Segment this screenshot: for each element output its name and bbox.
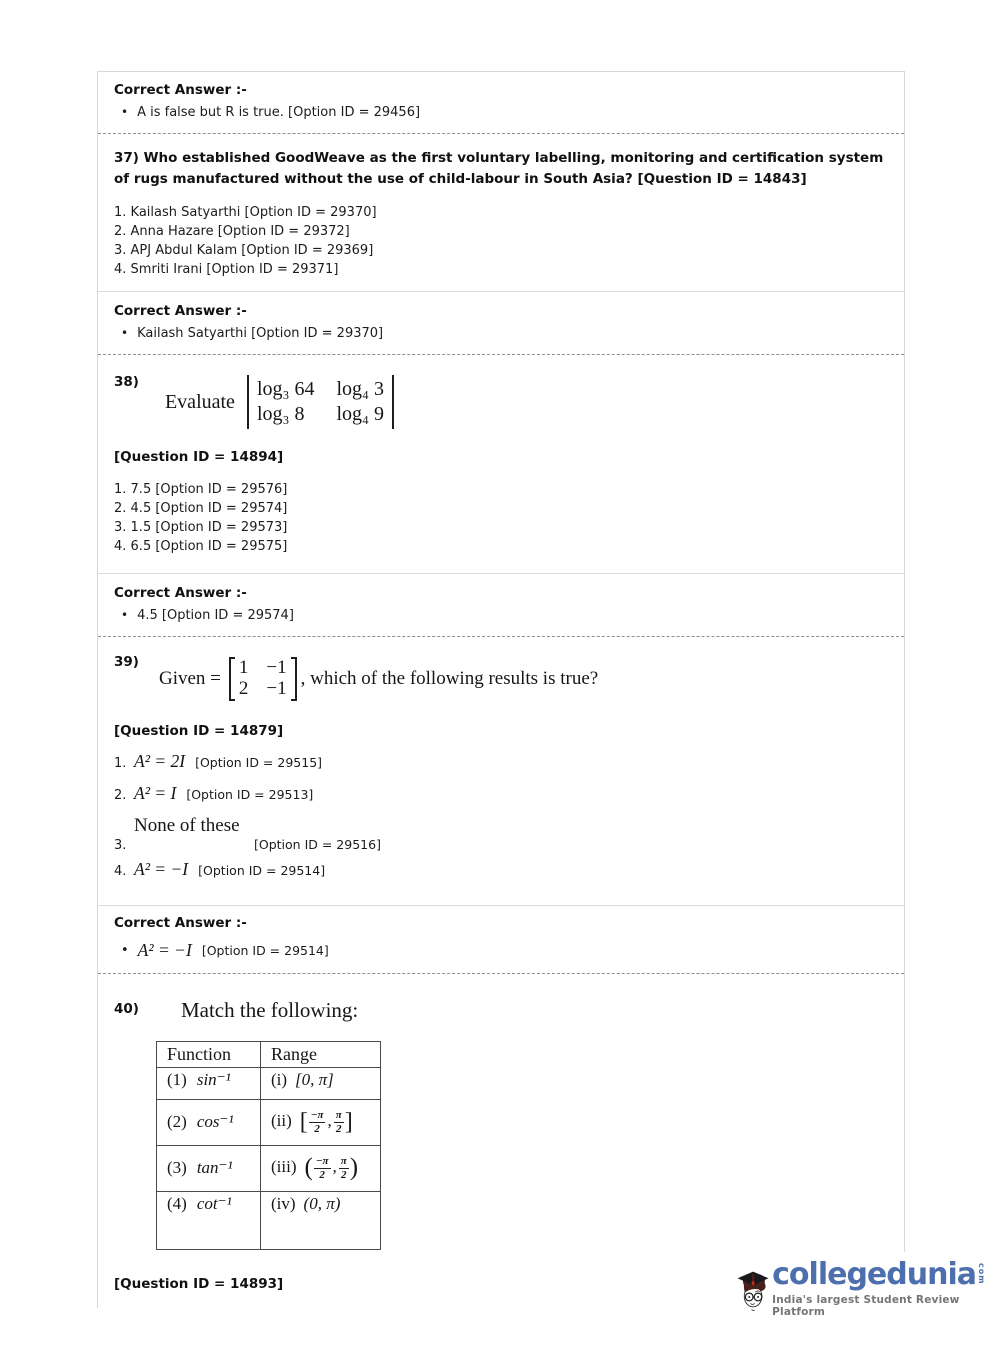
brand-name: collegedunia bbox=[772, 1257, 976, 1292]
question-number: 39) bbox=[114, 654, 139, 670]
function-label: (4) bbox=[167, 1193, 187, 1213]
option-id: [Option ID = 29513] bbox=[186, 786, 314, 802]
matrix-cell: −1 bbox=[266, 677, 287, 699]
function-label: (3) bbox=[167, 1158, 187, 1178]
answer-39-block bbox=[98, 906, 904, 973]
question-39 bbox=[98, 637, 904, 905]
table-row bbox=[157, 1099, 381, 1145]
question-id: [Question ID = 14894] bbox=[114, 449, 284, 465]
right-bracket bbox=[291, 657, 297, 701]
fraction-numerator: π bbox=[340, 1155, 347, 1168]
option-item: 4. 6.5 [Option ID = 29575] bbox=[114, 539, 288, 554]
answer-text: Kailash Satyarthi [Option ID = 29370] bbox=[137, 326, 384, 341]
fraction-denominator: 2 bbox=[319, 1168, 325, 1181]
question-id: [Question ID = 14893] bbox=[114, 1275, 284, 1292]
column-header: Function bbox=[157, 1041, 261, 1067]
answer-37-block bbox=[98, 292, 904, 354]
collegedunia-logo bbox=[736, 1252, 986, 1338]
answer-38-block bbox=[98, 574, 904, 636]
option-item bbox=[114, 751, 888, 783]
collegedunia-mascot bbox=[736, 1252, 770, 1332]
answer-option-id: [Option ID = 29514] bbox=[201, 943, 329, 959]
option-item: 2. 4.5 [Option ID = 29574] bbox=[114, 501, 288, 516]
fraction-numerator: π bbox=[335, 1109, 342, 1122]
answer-item bbox=[114, 937, 888, 965]
matrix-cell: 1 bbox=[238, 657, 249, 678]
fraction-denominator: 2 bbox=[335, 1122, 342, 1135]
option-math: A² = 2I bbox=[134, 750, 186, 771]
option-id: [Option ID = 29514] bbox=[198, 862, 326, 878]
table-header-row bbox=[157, 1041, 381, 1067]
fraction-denominator: 2 bbox=[314, 1122, 320, 1135]
open-paren: ( bbox=[304, 1154, 313, 1182]
bullet-icon: • bbox=[121, 105, 129, 119]
formula-prefix: Evaluate bbox=[164, 390, 235, 413]
range-value: [0, π] bbox=[295, 1069, 334, 1089]
formula-prefix: Given = bbox=[158, 667, 221, 689]
determinant-matrix bbox=[247, 375, 394, 429]
determinant-formula bbox=[165, 375, 394, 429]
matrix-cell: log₄ 3 bbox=[336, 378, 384, 400]
table-row bbox=[157, 1145, 381, 1191]
correct-answer-heading: Correct Answer :- bbox=[114, 82, 247, 98]
range-label: (i) bbox=[271, 1069, 288, 1089]
answer-item bbox=[114, 103, 888, 122]
function-name: cos⁻¹ bbox=[196, 1112, 234, 1132]
option-math: A² = −I bbox=[134, 858, 189, 879]
option-item: 1. 7.5 [Option ID = 29576] bbox=[114, 482, 288, 497]
option-id: [Option ID = 29516] bbox=[254, 836, 381, 852]
answer-text: 4.5 [Option ID = 29574] bbox=[137, 608, 294, 623]
function-label: (1) bbox=[167, 1069, 187, 1089]
column-header: Range bbox=[261, 1041, 381, 1067]
option-item bbox=[114, 815, 888, 859]
option-number: 3. bbox=[114, 837, 127, 853]
answer-item bbox=[114, 606, 888, 625]
matrix bbox=[229, 657, 297, 701]
function-name: sin⁻¹ bbox=[196, 1069, 231, 1089]
answer-text: A is false but R is true. [Option ID = 29456] bbox=[137, 105, 421, 120]
matrix-cell: log₄ 9 bbox=[336, 403, 384, 425]
function-name: tan⁻¹ bbox=[196, 1158, 233, 1178]
match-table bbox=[156, 1041, 381, 1250]
range-label: (ii) bbox=[271, 1111, 292, 1131]
option-math: A² = I bbox=[134, 782, 177, 803]
option-item: 3. 1.5 [Option ID = 29573] bbox=[114, 520, 288, 535]
range-label: (iv) bbox=[271, 1193, 296, 1213]
fraction-numerator: −π bbox=[310, 1109, 324, 1122]
fraction-numerator: −π bbox=[315, 1155, 329, 1168]
table-row bbox=[157, 1191, 381, 1249]
option-item bbox=[114, 859, 888, 891]
answer-item bbox=[114, 324, 888, 343]
correct-answer-heading: Correct Answer :- bbox=[114, 914, 247, 931]
matrix-cell: log₃ 8 bbox=[256, 403, 305, 425]
fraction-denominator: 2 bbox=[341, 1168, 347, 1181]
question-38-options bbox=[114, 480, 888, 556]
comma: , bbox=[327, 1111, 332, 1131]
matrix-cell: 2 bbox=[238, 677, 249, 699]
option-number: 1. bbox=[114, 755, 127, 771]
option-item: 3. APJ Abdul Kalam [Option ID = 29369] bbox=[114, 243, 374, 258]
question-number: 40) bbox=[114, 1000, 139, 1017]
question-number: 38) bbox=[114, 374, 139, 390]
bullet-icon: • bbox=[121, 326, 129, 340]
question-37-title: 37) Who established GoodWeave as the first voluntary labelling, monitoring and certification system of rugs manufactured without the use of child-labour in South Asia? [Question ID = 14843] bbox=[114, 150, 884, 187]
correct-answer-heading: Correct Answer :- bbox=[114, 303, 247, 319]
question-38 bbox=[98, 355, 904, 573]
close-paren: ) bbox=[349, 1154, 359, 1182]
matrix-formula bbox=[159, 657, 598, 701]
option-math: None of these bbox=[134, 814, 240, 836]
correct-answer-heading: Correct Answer :- bbox=[114, 585, 247, 601]
option-number: 2. bbox=[114, 787, 127, 803]
table-row bbox=[157, 1067, 381, 1099]
fraction bbox=[334, 1109, 344, 1135]
fraction bbox=[309, 1109, 326, 1135]
matrix-cell: log₃ 64 bbox=[256, 378, 315, 400]
close-bracket: ] bbox=[344, 1108, 353, 1135]
option-number: 4. bbox=[114, 863, 127, 879]
option-id: [Option ID = 29515] bbox=[195, 754, 323, 770]
option-item: 4. Smriti Irani [Option ID = 29371] bbox=[114, 262, 339, 277]
question-37 bbox=[98, 134, 904, 291]
answer-math: A² = −I bbox=[137, 940, 192, 961]
option-item: 2. Anna Hazare [Option ID = 29372] bbox=[114, 224, 350, 239]
function-label: (2) bbox=[167, 1112, 187, 1132]
question-id: [Question ID = 14879] bbox=[114, 722, 284, 739]
fraction bbox=[339, 1155, 349, 1181]
formula-suffix: , which of the following results is true? bbox=[300, 667, 599, 689]
question-37-options bbox=[114, 203, 888, 279]
prev-answer-block bbox=[98, 72, 904, 133]
matrix-cell: −1 bbox=[266, 657, 287, 678]
bullet-icon: • bbox=[121, 608, 129, 622]
comma: , bbox=[332, 1157, 337, 1177]
bullet-icon: • bbox=[121, 943, 129, 959]
option-item: 1. Kailash Satyarthi [Option ID = 29370] bbox=[114, 205, 377, 220]
function-name: cot⁻¹ bbox=[196, 1193, 232, 1213]
brand-tagline: India's largest Student Review Platform bbox=[772, 1294, 960, 1318]
open-bracket: [ bbox=[299, 1108, 308, 1135]
brand-domain: com bbox=[977, 1263, 986, 1285]
exam-answer-key-panel bbox=[97, 71, 905, 1308]
fraction bbox=[314, 1155, 331, 1181]
option-item bbox=[114, 783, 888, 815]
question-39-options bbox=[114, 751, 888, 891]
range-value: (0, π) bbox=[303, 1193, 341, 1213]
question-40-title: Match the following: bbox=[180, 997, 359, 1022]
range-label: (iii) bbox=[271, 1157, 297, 1177]
